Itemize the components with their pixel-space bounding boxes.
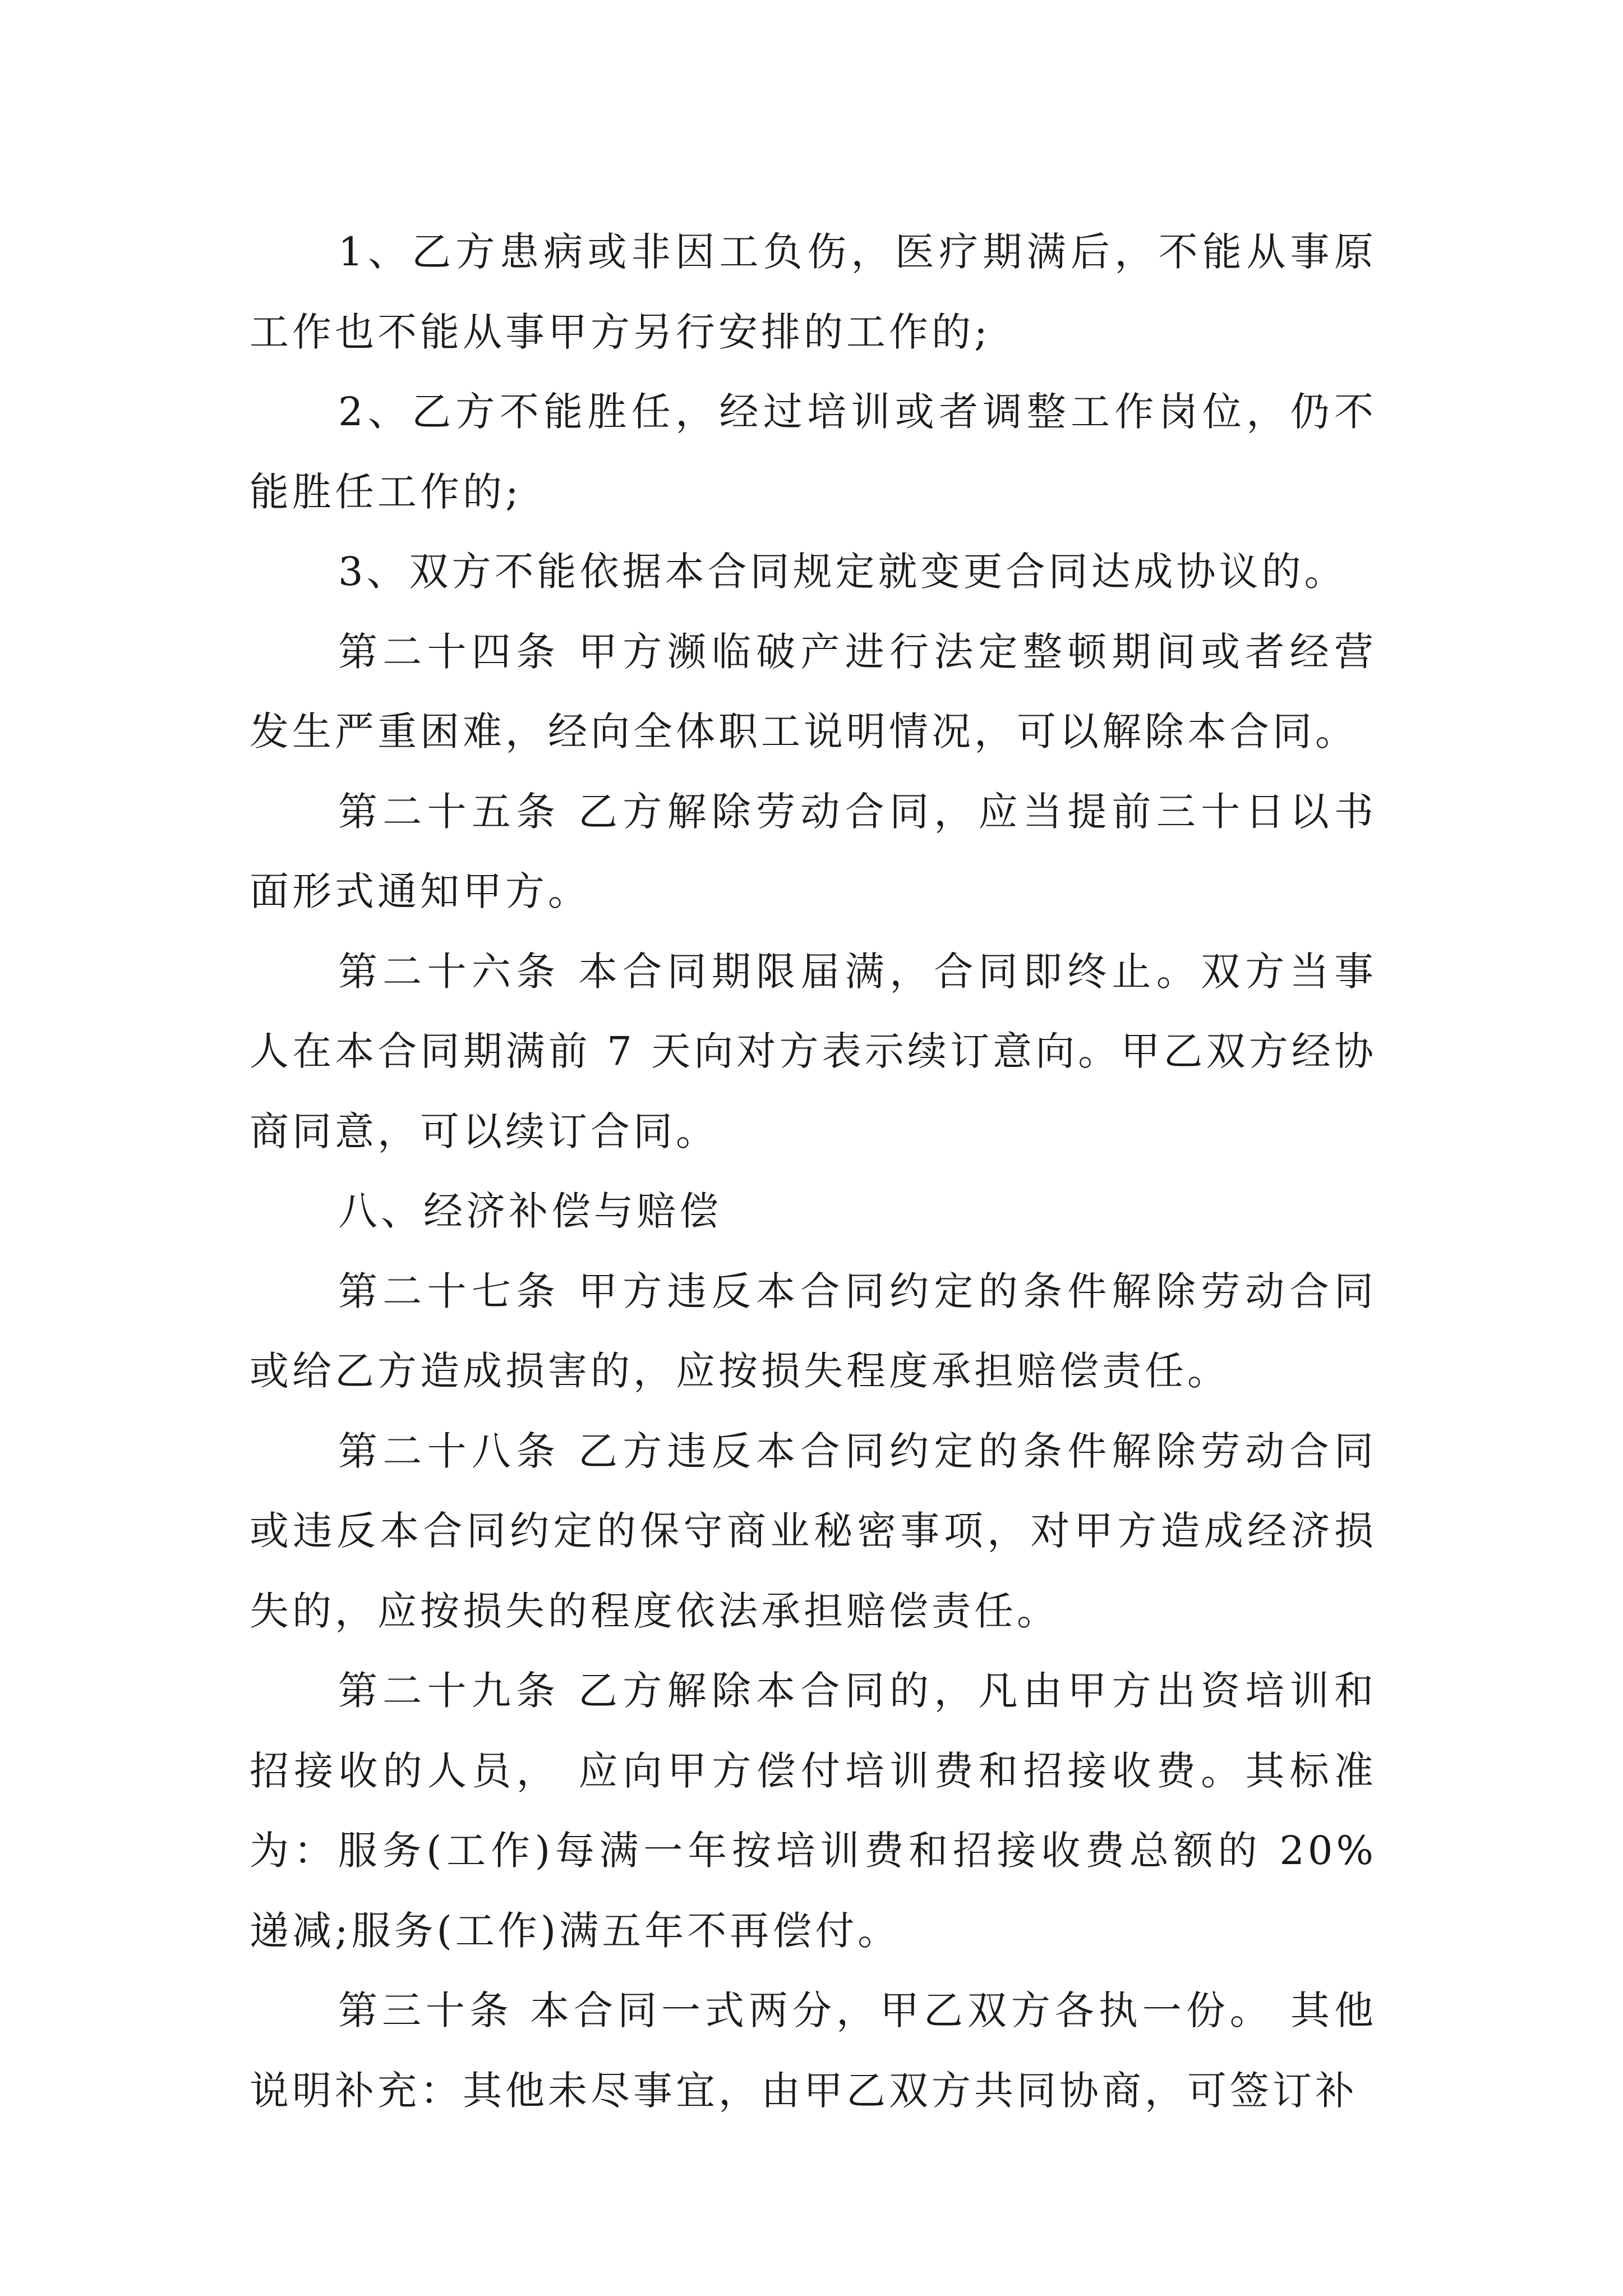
- paragraph-article-24: 第二十四条 甲方濒临破产进行法定整顿期间或者经营发生严重困难，经向全体职工说明情况，可以解除本合同。: [250, 628, 1377, 754]
- section-heading-8: 八、经济补偿与赔偿: [338, 1188, 722, 1234]
- paragraph-article-29: 第二十九条 乙方解除本合同的，凡由甲方出资培训和招接收的人员， 应向甲方偿付培训费和招接收费。其标准为：服务(工作)每满一年按培训费和招接收费总额的 20%递减;服务(工作)满五年不再偿付。: [250, 1668, 1377, 1954]
- paragraph-clause-1: 1、乙方患病或非因工负伤，医疗期满后，不能从事原工作也不能从事甲方另行安排的工作的;: [250, 229, 1377, 355]
- paragraph-article-26: 第二十六条 本合同期限届满，合同即终止。双方当事人在本合同期满前 7 天向对方表示续订意向。甲乙双方经协商同意，可以续订合同。: [250, 948, 1377, 1154]
- paragraph-article-25: 第二十五条 乙方解除劳动合同，应当提前三十日以书面形式通知甲方。: [250, 788, 1377, 914]
- paragraph-article-30: 第三十条 本合同一式两分，甲乙双方各执一份。 其他说明补充：其他未尽事宜，由甲乙双方共同协商，可签订补: [250, 1987, 1377, 2114]
- document-body: [250, 212, 1377, 2131]
- paragraph-article-27: 第二十七条 甲方违反本合同约定的条件解除劳动合同或给乙方造成损害的，应按损失程度承担赔偿责任。: [250, 1268, 1377, 1394]
- paragraph-article-28: 第二十八条 乙方违反本合同约定的条件解除劳动合同或违反本合同约定的保守商业秘密事项，对甲方造成经济损失的，应按损失的程度依法承担赔偿责任。: [250, 1428, 1377, 1634]
- paragraph-clause-3: 3、双方不能依据本合同规定就变更合同达成协议的。: [338, 549, 1347, 595]
- paragraph-clause-2: 2、乙方不能胜任，经过培训或者调整工作岗位，仍不能胜任工作的;: [250, 389, 1377, 515]
